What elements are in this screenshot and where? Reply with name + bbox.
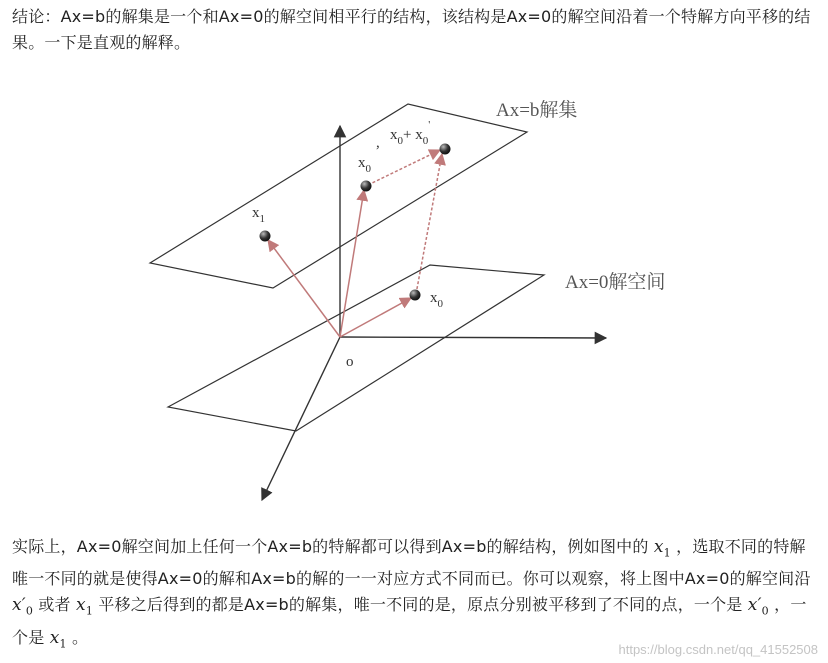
explanation-text-3: 或者	[33, 595, 77, 615]
top-plane	[150, 104, 527, 288]
math-x0-prime: $x'_0$	[12, 595, 34, 618]
explanation-text-6: 。	[66, 627, 89, 647]
point-x0-bottom	[410, 290, 421, 301]
explanation-text-1: 实际上，Ax=0解空间加上任何一个Ax=b的特解都可以得到Ax=b的解结构，例如图中的	[12, 537, 654, 556]
label-x0-plus-x0prime: $x_0+ x_0'$	[390, 119, 431, 147]
explanation-paragraph	[12, 534, 817, 657]
dashed-translation-top	[368, 150, 440, 185]
vector-to-x0-bottom	[340, 298, 411, 337]
bottom-plane-label: Ax=0解空间	[565, 272, 666, 293]
label-x1: $x_1$	[252, 205, 265, 225]
vector-to-x0-top	[340, 190, 364, 337]
dashed-translation-bottom	[416, 154, 442, 294]
math-x1-second: $x_1$	[76, 595, 94, 618]
explanation-text-4: 平移之后得到的都是Ax=b的解集，唯一不同的是，原点分别被平移到了不同的点，一个是	[93, 595, 748, 615]
axis-diagonal	[262, 337, 340, 500]
label-x0-top: $x_0$	[358, 155, 371, 175]
vector-to-x1	[268, 240, 340, 337]
point-x0-top	[361, 181, 372, 192]
label-x0-bottom: $x_0$	[430, 290, 443, 310]
comma-mark: ,	[376, 135, 380, 151]
math-x1-third: $x_1$	[49, 627, 67, 651]
watermark: https://blog.csdn.net/qq_41552508	[618, 642, 818, 657]
bottom-plane	[168, 265, 544, 431]
solution-space-figure	[140, 92, 700, 522]
explanation-text-2: ，选取不同的特解唯一不同的就是使得Ax=0的解和Ax=b的解的一一对应方式不同而已。你可以观察，将上图中Ax=0的解空间沿	[12, 537, 811, 589]
math-x0-prime-second: $x'_0$	[747, 595, 769, 618]
axis-horizontal	[340, 337, 606, 338]
explanation-text-5: ，一个是	[12, 595, 807, 647]
conclusion-paragraph: 结论：Ax=b的解集是一个和Ax=0的解空间相平行的结构，该结构是Ax=0的解空间沿着一个特解方向平移的结果。一下是直观的解释。	[12, 7, 811, 52]
point-x1	[260, 231, 271, 242]
point-x0-plus-x0prime	[440, 144, 451, 155]
origin-label: o	[346, 354, 354, 370]
math-x1: $x_1$	[653, 537, 671, 560]
top-plane-label: Ax=b解集	[496, 100, 578, 121]
